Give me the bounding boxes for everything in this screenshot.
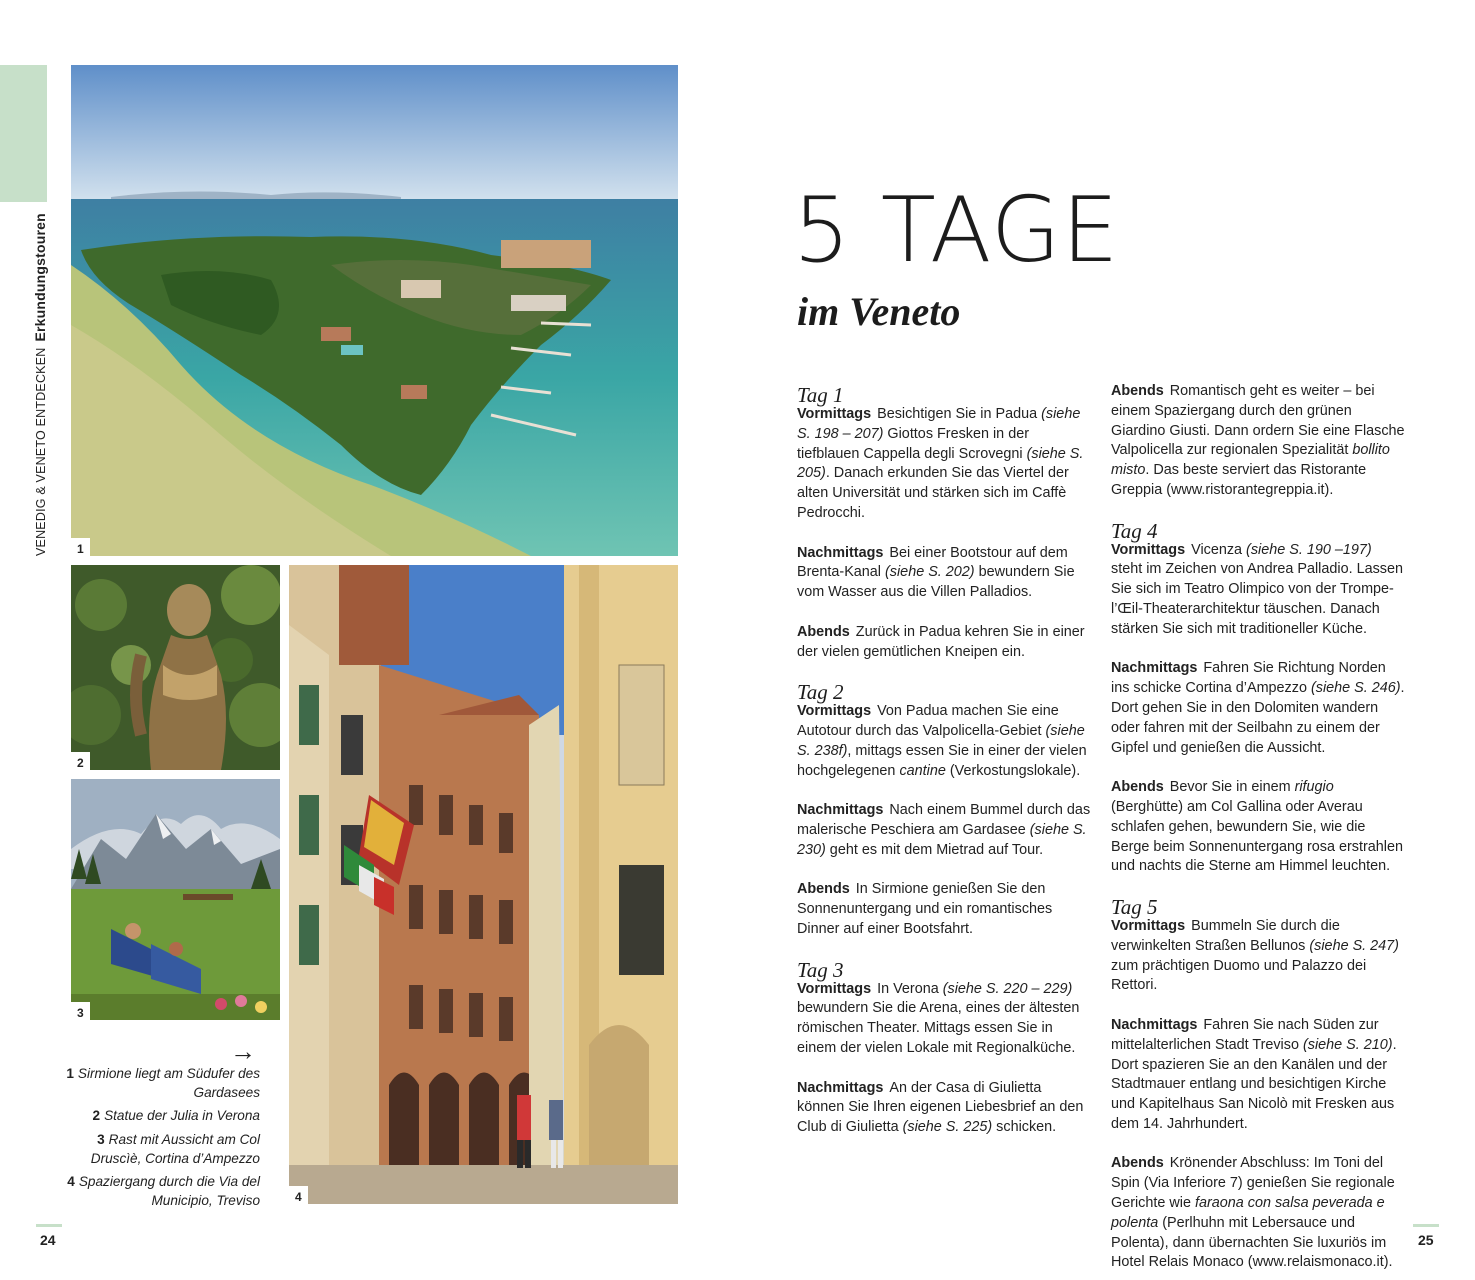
day3-afternoon — [797, 1079, 1091, 1138]
day4-morning — [1111, 541, 1405, 640]
italic-term: faraona con salsa peverada e polenta — [1111, 1195, 1385, 1231]
body-text: Bei einer Bootstour auf dem Brenta-Kanal — [797, 544, 1068, 581]
body-text: (Verkostungslokale). — [945, 762, 1081, 779]
time-label: Nachmittags — [797, 544, 884, 561]
day2-afternoon — [797, 801, 1091, 860]
caption-number: 3 — [97, 1131, 105, 1147]
time-label: Abends — [797, 623, 850, 640]
day2-morning — [797, 702, 1091, 781]
photo-number: 1 — [71, 538, 90, 556]
day4-evening — [1111, 778, 1405, 877]
body-text: Bummeln Sie durch die verwinkelten Straßen Bellunos — [1111, 917, 1340, 954]
caption-number: 4 — [67, 1174, 75, 1190]
photo-julia-statue — [71, 565, 280, 770]
caption-text: Sirmione liegt am Südufer des Gardasees — [77, 1066, 260, 1101]
body-text: Krönender Abschluss: Im Toni del Spin (Via Inferiore 7) genießen Sie regionale Gerichte wie — [1111, 1155, 1395, 1212]
time-label: Abends — [1111, 1155, 1164, 1172]
page-reference: (siehe S. 202) — [885, 564, 975, 581]
section-name: VENEDIG & VENETO ENTDECKEN — [34, 347, 48, 556]
photo-captions — [60, 1064, 260, 1214]
day-heading: Tag 3 — [797, 957, 844, 982]
body-text: Fahren Sie Richtung Norden ins schicke Cortina d’Ampezzo — [1111, 660, 1386, 697]
time-label: Abends — [1111, 779, 1164, 796]
time-label: Vormittags — [797, 703, 872, 720]
body-text: An der Casa di Giulietta können Sie Ihren eigenen Liebesbrief an den Club di Giulietta — [797, 1079, 1084, 1136]
text-column-1 — [797, 380, 1091, 1158]
day3-morning — [797, 980, 1091, 1059]
caption-3 — [60, 1130, 260, 1168]
caption-1 — [60, 1064, 260, 1102]
photo-col-drusicie — [71, 779, 280, 1020]
caption-text: Spaziergang durch die Via del Municipio, Treviso — [78, 1174, 260, 1209]
page-reference: (siehe S. 230) — [797, 821, 1087, 858]
page-number-rule — [36, 1224, 62, 1227]
time-label: Vormittags — [797, 406, 872, 422]
day2-evening — [797, 880, 1091, 939]
page-reference: (siehe S. 198 – 207) — [797, 406, 1081, 442]
day-heading: Tag 5 — [1111, 894, 1158, 919]
body-text: Von Padua machen Sie eine Autotour durch das Valpolicella-Gebiet — [797, 703, 1059, 739]
page-reference: (siehe S. 220 – 229) — [942, 980, 1073, 997]
body-text: Vicenza — [1191, 541, 1247, 558]
body-text: , mittags essen Sie in einer der vielen hochgelegenen — [797, 742, 1087, 779]
page-number-left: 24 — [40, 1232, 56, 1248]
time-label: Vormittags — [1111, 917, 1186, 934]
time-label: Vormittags — [797, 980, 872, 997]
page-reference: (siehe S. 246) — [1310, 680, 1401, 697]
running-header — [32, 213, 48, 556]
photo-number: 2 — [71, 752, 90, 770]
body-text: Nach einem Bummel durch das malerische Peschiera am Gardasee — [797, 802, 1091, 838]
italic-term: rifugio — [1294, 779, 1334, 796]
body-text: Romantisch geht es weiter – bei einem Spaziergang durch den grünen Giardino Giusti. Dann ordern Sie eine Flasche Valpolicella zur regionalen Spezialität — [1111, 383, 1405, 459]
body-text: Bevor Sie in einem — [1169, 779, 1295, 796]
day1-morning — [797, 405, 1091, 524]
photo-number: 4 — [289, 1186, 308, 1204]
time-label: Abends — [1111, 383, 1164, 399]
body-text: (Berghütte) am Col Gallina oder Averau schlafen gehen, bewundern Sie, wie die Berge beim Sonnenuntergang rosa erstrahlen und nachts die Sterne am Himmel leuchten. — [1111, 798, 1404, 875]
body-text: . Danach erkunden Sie das Viertel der alten Universität und stärken sich im Caffè Pedrocchi. — [797, 465, 1069, 521]
body-text: . Dort spazieren Sie an den Kanälen und der Stadtmauer entlang und besichtigen Kirche und Kapitelhaus San Nicolò mit Fresken aus dem 14. Jahrhundert. — [1111, 1036, 1397, 1132]
page-reference: (siehe S. 210) — [1302, 1036, 1393, 1053]
page-subtitle: im Veneto — [797, 289, 961, 334]
body-text: In Sirmione genießen Sie den Sonnenuntergang und ein romantisches Dinner auf einer Bootsfahrt. — [797, 881, 1053, 937]
body-text: Zurück in Padua kehren Sie in einer der vielen gemütlichen Kneipen ein. — [797, 623, 1085, 660]
day-heading: Tag 1 — [797, 383, 844, 407]
page-reference: (siehe S. 247) — [1309, 937, 1399, 954]
caption-4 — [60, 1172, 260, 1210]
italic-term: bollito misto — [1111, 442, 1390, 479]
time-label: Abends — [797, 881, 850, 898]
text-column-2 — [1111, 380, 1405, 1280]
body-text: . Dort gehen Sie in den Dolomiten wandern oder fahren mit der Seilbahn zu einem der Gipfel und genießen die Aussicht. — [1111, 680, 1405, 756]
caption-number: 2 — [92, 1108, 101, 1124]
day5-evening — [1111, 1154, 1405, 1273]
caption-text: Rast mit Aussicht am Col Druscìè, Cortina d’Ampezzo — [90, 1131, 260, 1166]
day5-morning — [1111, 917, 1405, 996]
body-text: In Verona — [877, 980, 943, 997]
time-label: Nachmittags — [1111, 660, 1198, 677]
body-text: (Perlhuhn mit Lebersauce und Polenta), dann übernachten Sie luxuriös im Hotel Relais Monaco (www.relaismonaco.it). — [1111, 1214, 1393, 1271]
page-reference: (siehe S. 225) — [902, 1119, 993, 1136]
caption-number: 1 — [66, 1066, 74, 1081]
body-text: steht im Zeichen von Andrea Palladio. Lassen Sie sich im Teatro Olimpico von der Trompe-l’Œil-Theaterarchitektur täuschen. Danach stärken Sie sich mit traditioneller Küche. — [1111, 561, 1403, 637]
body-text: geht es mit dem Mietrad auf Tour. — [825, 841, 1044, 858]
chapter-name: Erkundungstouren — [32, 213, 48, 342]
section-tab — [0, 65, 47, 202]
page-number-rule — [1413, 1224, 1439, 1227]
photo-number: 3 — [71, 1002, 90, 1020]
body-text: Besichtigen Sie in Padua — [877, 406, 1042, 422]
page-reference: (siehe S. 205) — [797, 445, 1084, 482]
caption-2 — [60, 1106, 260, 1125]
page-reference: (siehe S. 190 –197) — [1246, 541, 1372, 558]
body-text: . Das beste serviert das Ristorante Greppia (www.ristorantegreppia.it). — [1111, 462, 1367, 498]
day3-evening — [1111, 382, 1405, 501]
caption-text: Statue der Julia in Verona — [104, 1108, 260, 1124]
time-label: Vormittags — [1111, 541, 1186, 558]
italic-term: cantine — [899, 762, 946, 779]
day5-afternoon — [1111, 1016, 1405, 1135]
day-heading: Tag 4 — [1111, 518, 1158, 543]
photo-sirmione — [71, 65, 678, 556]
body-text: bewundern Sie die Arena, eines der ältesten römischen Theater. Mittags essen Sie in einem der vielen Lokale mit Regionalküche. — [797, 1000, 1080, 1056]
body-text: Giottos Fresken in der tiefblauen Cappella degli Scrovegni — [797, 425, 1029, 462]
page-title: 5 TAGE — [793, 178, 1120, 283]
time-label: Nachmittags — [797, 1079, 884, 1096]
body-text: zum prächtigen Duomo und Palazzo dei Rettori. — [1111, 957, 1367, 994]
arrow-right-icon: → — [230, 1036, 256, 1066]
body-text: bewundern Sie vom Wasser aus die Villen Palladios. — [797, 564, 1075, 601]
day4-afternoon — [1111, 659, 1405, 758]
time-label: Nachmittags — [797, 802, 884, 819]
time-label: Nachmittags — [1111, 1016, 1198, 1033]
page-number-right: 25 — [1418, 1232, 1434, 1248]
photo-treviso-street — [289, 565, 678, 1204]
page-reference: (siehe S. 238f) — [797, 722, 1085, 759]
day-heading: Tag 2 — [797, 680, 844, 705]
day1-evening — [797, 623, 1091, 663]
day1-afternoon — [797, 544, 1091, 603]
body-text: schicken. — [992, 1119, 1057, 1136]
body-text: Fahren Sie nach Süden zur mittelalterlichen Stadt Treviso — [1111, 1016, 1379, 1053]
